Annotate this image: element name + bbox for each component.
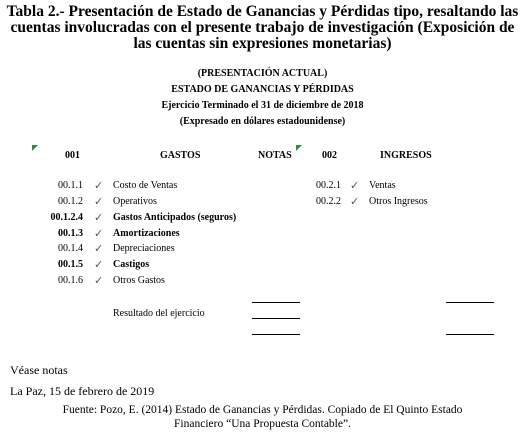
source-line-2: Financiero “Una Propuesta Contable”. xyxy=(174,418,351,430)
total-line xyxy=(252,302,300,303)
ingresos-code: 00.2.2 xyxy=(316,196,341,207)
statement-line-4: (Expresado en dólares estadounidense) xyxy=(179,116,346,127)
source-line-1: Fuente: Pozo, E. (2014) Estado de Ganancias y Pérdidas. Copiado de El Quinto Estado xyxy=(62,404,463,416)
table-title: Tabla 2.- Presentación de Estado de Ganancias y Pérdidas tipo, resaltando las cuentas involucradas con el presente trabajo de investigación (Exposición de las cuentas sin expresiones monetarias) xyxy=(6,3,519,52)
ingresos-label: Ventas xyxy=(369,180,396,191)
gastos-code: 00.1.5 xyxy=(58,259,83,270)
check-icon: ✓ xyxy=(94,243,104,255)
check-icon: ✓ xyxy=(94,212,104,224)
ingresos-code-header: 002 xyxy=(322,150,337,161)
check-icon: ✓ xyxy=(350,196,360,208)
gastos-code: 00.1.4 xyxy=(58,243,83,254)
check-icon: ✓ xyxy=(94,196,104,208)
gastos-label: Otros Gastos xyxy=(113,275,165,286)
gastos-label: Operativos xyxy=(113,196,157,207)
gastos-code: 00.1.2 xyxy=(58,196,83,207)
result-label: Resultado del ejercicio xyxy=(113,308,205,319)
check-icon: ✓ xyxy=(94,180,104,192)
gastos-code: 00.1.3 xyxy=(58,228,83,239)
gastos-code: 00.1.2.4 xyxy=(50,212,83,223)
notes-reference: Véase notas xyxy=(10,363,68,377)
gastos-code-header: 001 xyxy=(65,150,80,161)
gastos-label: Costo de Ventas xyxy=(113,180,178,191)
comment-flag-icon xyxy=(296,145,302,151)
statement-line-3: Ejercicio Terminado el 31 de diciembre de 2018 xyxy=(161,100,364,111)
statement-line-1: (PRESENTACIÓN ACTUAL) xyxy=(197,68,328,79)
gastos-code: 00.1.1 xyxy=(58,180,83,191)
gastos-code: 00.1.6 xyxy=(58,275,83,286)
check-icon: ✓ xyxy=(350,180,360,192)
gastos-header: GASTOS xyxy=(160,150,201,161)
statement-line-2: ESTADO DE GANANCIAS Y PÉRDIDAS xyxy=(171,84,354,95)
ingresos-header: INGRESOS xyxy=(380,150,432,161)
gastos-label: Gastos Anticipados (seguros) xyxy=(113,212,237,223)
gastos-label: Depreciaciones xyxy=(113,243,175,254)
place-date: La Paz, 15 de febrero de 2019 xyxy=(10,384,155,398)
check-icon: ✓ xyxy=(94,275,104,287)
total-line xyxy=(252,334,300,335)
gastos-label: Castigos xyxy=(113,259,150,270)
notas-header: NOTAS xyxy=(258,150,292,161)
total-line xyxy=(252,318,300,319)
ingresos-code: 00.2.1 xyxy=(316,180,341,191)
total-line xyxy=(446,302,494,303)
check-icon: ✓ xyxy=(94,259,104,271)
ingresos-label: Otros Ingresos xyxy=(369,196,428,207)
gastos-label: Amortizaciones xyxy=(113,228,180,239)
comment-flag-icon xyxy=(32,145,38,151)
check-icon: ✓ xyxy=(94,228,104,240)
total-line xyxy=(446,334,494,335)
